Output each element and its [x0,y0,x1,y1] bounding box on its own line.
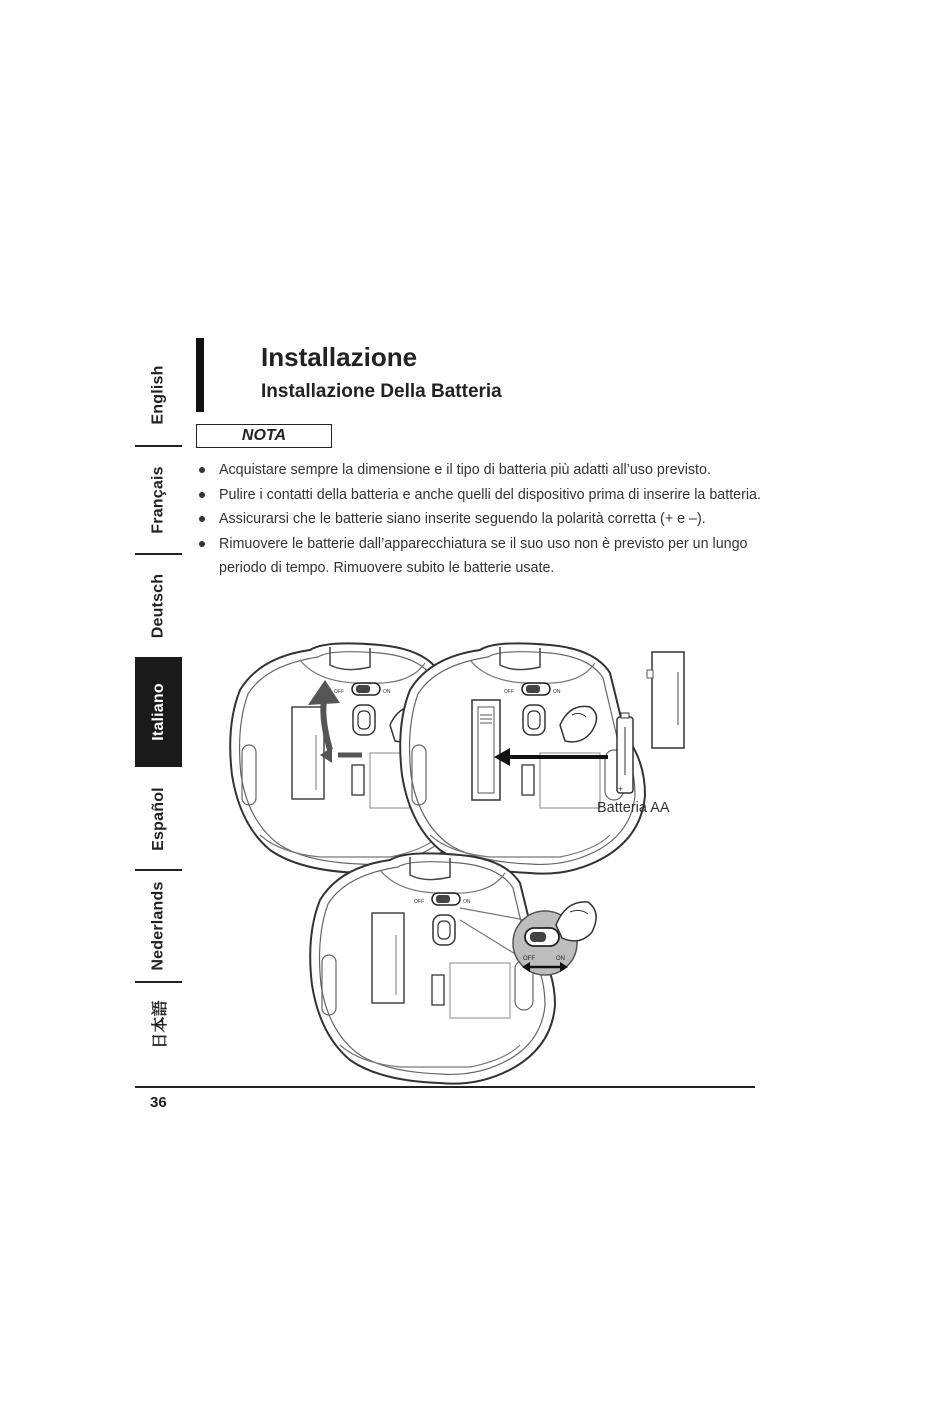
zoom-off-label: OFF [523,956,535,962]
note-item: Assicurarsi che le batterie siano inserite seguendo la polarità corretta (+ e –). [196,507,761,532]
switch-off-label: OFF [414,899,424,905]
battery-label: Batteria AA [597,800,670,816]
note-item: Pulire i contatti della batteria e anche quelli del dispositivo prima di inserire la batteria. [196,483,761,508]
switch-on-label: ON [383,689,391,695]
lang-tab-label: Español [149,787,167,851]
aa-battery [617,713,633,794]
switch-off-label: OFF [504,689,514,695]
note-item: Acquistare sempre la dimensione e il tipo di batteria più adatti all’uso previsto. [196,458,761,483]
battery-cover [647,652,684,748]
lang-tab-label: English [149,365,167,425]
page-number: 36 [150,1094,167,1111]
lang-tab-label: Français [149,466,167,534]
footer-rule [135,1086,755,1088]
svg-text:+: + [618,784,624,794]
page-title: Installazione [261,342,418,372]
lang-tab-label: Italiano [149,683,167,741]
lang-tab-label: Deutsch [149,573,167,639]
switch-on-label: ON [553,689,561,695]
zoom-on-label: ON [556,956,565,962]
switch-off-label: OFF [334,689,344,695]
switch-on-label: ON [463,899,471,905]
lang-tab-label: Nederlands [149,881,167,971]
note-item: Rimuovere le batterie dall’apparecchiatura se il suo uso non è previsto per un lungo periodo di tempo. Rimuovere subito le batterie usate. [196,532,761,581]
lang-tab-label: 日本語 [152,999,170,1049]
page-subtitle: Installazione Della Batteria [261,381,502,402]
note-label: NOTA [241,427,287,444]
